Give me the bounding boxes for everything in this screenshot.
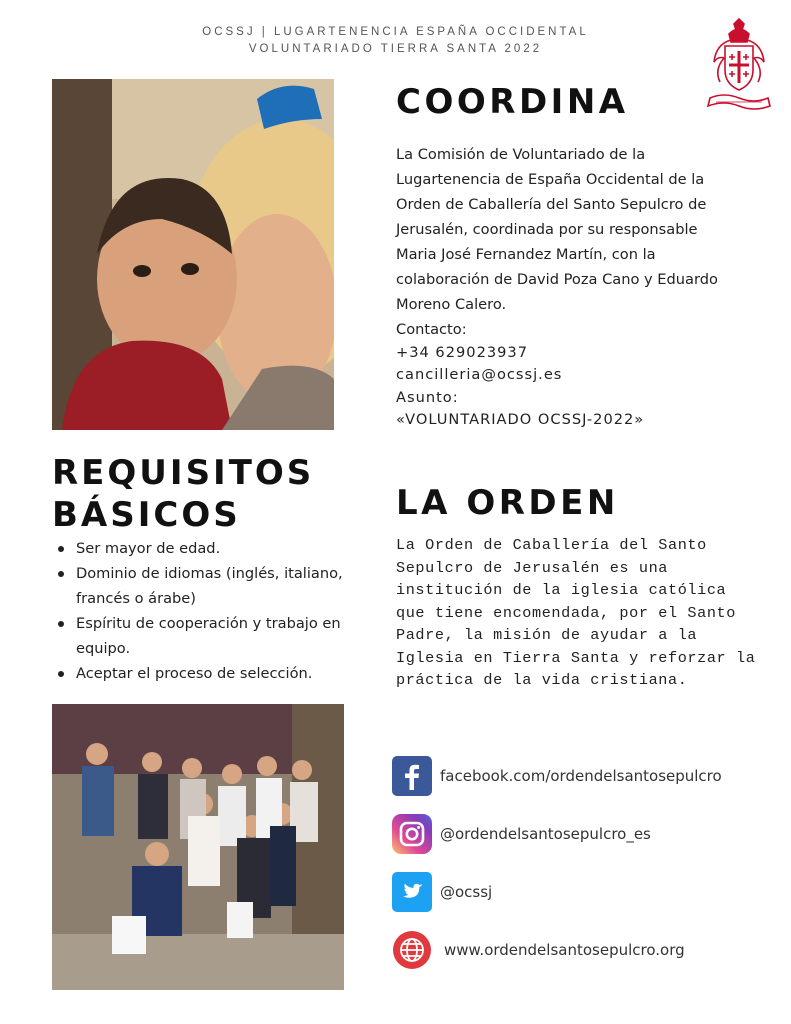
social-instagram-row[interactable] [392, 814, 651, 854]
photo-volunteer-group [52, 704, 344, 990]
contact-label: Contacto: [396, 321, 467, 338]
requisitos-heading-line-1: REQUISITOS [52, 453, 315, 493]
list-item: Aceptar el proceso de selección. [52, 661, 372, 686]
contact-phone[interactable]: +34 629023937 [396, 343, 529, 361]
facebook-link[interactable]: facebook.com/ordendelsantosepulcro [440, 767, 722, 785]
contact-email[interactable]: cancilleria@ocssj.es [396, 366, 563, 383]
facebook-icon [392, 756, 432, 796]
coordina-heading: COORDINA [396, 82, 629, 122]
website-link[interactable]: www.ordendelsantosepulcro.org [444, 941, 685, 959]
subject-label: Asunto: [396, 388, 459, 406]
requisitos-list [52, 536, 372, 686]
social-website-row[interactable] [392, 930, 685, 970]
requisitos-heading [52, 452, 372, 536]
instagram-icon [392, 814, 432, 854]
twitter-handle[interactable]: @ocssj [440, 883, 493, 901]
photo-child-and-volunteer [52, 79, 334, 430]
globe-icon [392, 930, 432, 970]
header-line-2: VOLUNTARIADO TIERRA SANTA 2022 [248, 43, 543, 55]
requisitos-heading-line-2: BÁSICOS [52, 495, 241, 535]
instagram-handle[interactable]: @ordendelsantosepulcro_es [440, 825, 651, 843]
page-header [0, 24, 791, 58]
contact-block [396, 319, 736, 432]
header-line-1: OCSSJ | LUGARTENENCIA ESPAÑA OCCIDENTAL [202, 26, 589, 38]
social-twitter-row[interactable] [392, 872, 492, 912]
orden-paragraph: La Orden de Caballería del Santo Sepulcro de Jerusalén es una institución de la iglesia católica que tiene encomendada, por el Santo Padre, la misión de ayudar a la Iglesia en Tierra Santa y reforzar la práctica de la vida cristiana. [396, 536, 756, 689]
list-item: Ser mayor de edad. [52, 536, 372, 561]
social-facebook-row[interactable] [392, 756, 722, 796]
coordina-paragraph: La Comisión de Voluntariado de la Lugartenencia de España Occidental de la Orden de Caballería del Santo Sepulcro de Jerusalén, coordinada por su responsable Maria José Fernandez Martín, con la colaboración de David Poza Cano y Eduardo Moreno Calero. [396, 146, 718, 313]
order-emblem-icon [704, 18, 774, 114]
twitter-icon [392, 872, 432, 912]
list-item: Dominio de idiomas (inglés, italiano, francés o árabe) [52, 561, 372, 611]
subject-value: «VOLUNTARIADO OCSSJ-2022» [396, 411, 645, 428]
list-item: Espíritu de cooperación y trabajo en equipo. [52, 611, 372, 661]
orden-heading: LA ORDEN [396, 483, 619, 523]
